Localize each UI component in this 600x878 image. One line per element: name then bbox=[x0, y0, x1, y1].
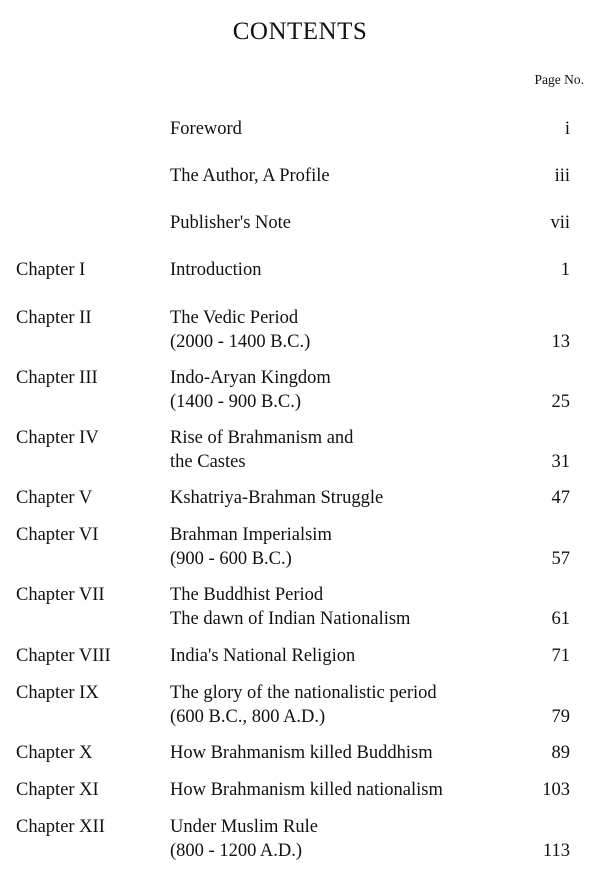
toc-entry bbox=[0, 211, 600, 235]
toc-entry-title bbox=[170, 815, 318, 863]
toc-entry bbox=[0, 741, 600, 765]
toc-title-line: (2000 - 1400 B.C.) bbox=[170, 332, 311, 352]
toc-entry bbox=[0, 778, 600, 802]
toc-page-number: 1 bbox=[560, 260, 570, 280]
toc-title-line: (900 - 600 B.C.) bbox=[170, 549, 292, 569]
toc-chapter-label: Chapter XI bbox=[16, 780, 99, 800]
toc-page-number: 103 bbox=[542, 780, 570, 800]
toc-entry-title bbox=[170, 741, 433, 765]
toc-entry bbox=[0, 117, 600, 141]
toc-entry-title bbox=[170, 211, 291, 235]
toc-chapter-label: Chapter VII bbox=[16, 585, 105, 605]
toc-title-line: Indo-Aryan Kingdom bbox=[170, 368, 331, 388]
toc-entry bbox=[0, 366, 600, 414]
toc-entry bbox=[0, 306, 600, 354]
toc-title-line: Kshatriya-Brahman Struggle bbox=[170, 488, 384, 508]
toc-entry-title bbox=[170, 306, 310, 354]
toc-title-line: Introduction bbox=[170, 260, 262, 280]
toc-entry bbox=[0, 164, 600, 188]
toc-page-number: iii bbox=[554, 166, 570, 186]
toc-chapter-label: Chapter XII bbox=[16, 817, 105, 837]
page-title: CONTENTS bbox=[232, 18, 368, 45]
toc-title-line: Publisher's Note bbox=[170, 213, 292, 233]
toc-title-line: India's National Religion bbox=[170, 646, 356, 666]
toc-chapter-label: Chapter III bbox=[16, 368, 98, 388]
toc-entry-title bbox=[170, 164, 330, 188]
toc-page-number: 47 bbox=[551, 488, 570, 508]
toc-page-number: i bbox=[564, 119, 570, 139]
toc-page-number: 79 bbox=[551, 707, 570, 727]
toc-title-line: (1400 - 900 B.C.) bbox=[170, 392, 302, 412]
toc-page-number: 113 bbox=[542, 841, 570, 861]
toc-title-line: The glory of the nationalistic period bbox=[170, 683, 437, 703]
toc-chapter-label: Chapter X bbox=[16, 743, 93, 763]
toc-chapter-label: Chapter IV bbox=[16, 428, 99, 448]
toc-title-line: The dawn of Indian Nationalism bbox=[170, 609, 411, 629]
toc-page-number: 71 bbox=[551, 646, 570, 666]
toc-title-line: Rise of Brahmanism and bbox=[170, 428, 354, 448]
toc-chapter-label: Chapter II bbox=[16, 308, 92, 328]
toc-title-line: The Author, A Profile bbox=[170, 166, 330, 186]
toc-page-number: 57 bbox=[551, 549, 570, 569]
toc-entry-title bbox=[170, 523, 332, 571]
toc-entry bbox=[0, 486, 600, 510]
toc-chapter-label: Chapter VI bbox=[16, 525, 99, 545]
toc-entry-title bbox=[170, 258, 261, 282]
toc-chapter-label: Chapter VIII bbox=[16, 646, 111, 666]
toc-title-line: How Brahmanism killed Buddhism bbox=[170, 743, 433, 763]
toc-entry bbox=[0, 426, 600, 474]
toc-title-line: Foreword bbox=[170, 119, 242, 139]
toc-title-line: How Brahmanism killed nationalism bbox=[170, 780, 443, 800]
toc-title-line: (600 B.C., 800 A.D.) bbox=[170, 707, 326, 727]
toc-chapter-label: Chapter IX bbox=[16, 683, 99, 703]
toc-title-line: The Vedic Period bbox=[170, 308, 299, 328]
toc-entry bbox=[0, 681, 600, 729]
toc-page-number: 31 bbox=[551, 452, 570, 472]
toc-chapter-label: Chapter I bbox=[16, 260, 86, 280]
toc-chapter-label: Chapter V bbox=[16, 488, 93, 508]
toc-entry bbox=[0, 583, 600, 631]
toc-entry bbox=[0, 258, 600, 282]
toc-entry-title bbox=[170, 486, 383, 510]
toc-entry bbox=[0, 644, 600, 668]
toc-entry-title bbox=[170, 778, 443, 802]
toc-entry bbox=[0, 523, 600, 571]
toc-page-number: 61 bbox=[551, 609, 570, 629]
toc-entry-title bbox=[170, 681, 437, 729]
toc-title-line: The Buddhist Period bbox=[170, 585, 324, 605]
toc-page-number: 13 bbox=[551, 332, 570, 352]
toc-page-number: 89 bbox=[551, 743, 570, 763]
toc-title-line: Under Muslim Rule bbox=[170, 817, 318, 837]
toc-title-line: Brahman Imperialsim bbox=[170, 525, 332, 545]
toc-entry-title bbox=[170, 366, 331, 414]
page-number-column-header: Page No. bbox=[534, 72, 584, 87]
toc-entry bbox=[0, 815, 600, 863]
toc-title-line: (800 - 1200 A.D.) bbox=[170, 841, 303, 861]
toc-entry-title bbox=[170, 426, 353, 474]
toc-entry-title bbox=[170, 117, 242, 141]
toc-entry-title bbox=[170, 583, 410, 631]
toc-entry-title bbox=[170, 644, 355, 668]
toc-page-number: vii bbox=[550, 213, 570, 233]
toc-title-line: the Castes bbox=[170, 452, 246, 472]
toc-page-number: 25 bbox=[551, 392, 570, 412]
